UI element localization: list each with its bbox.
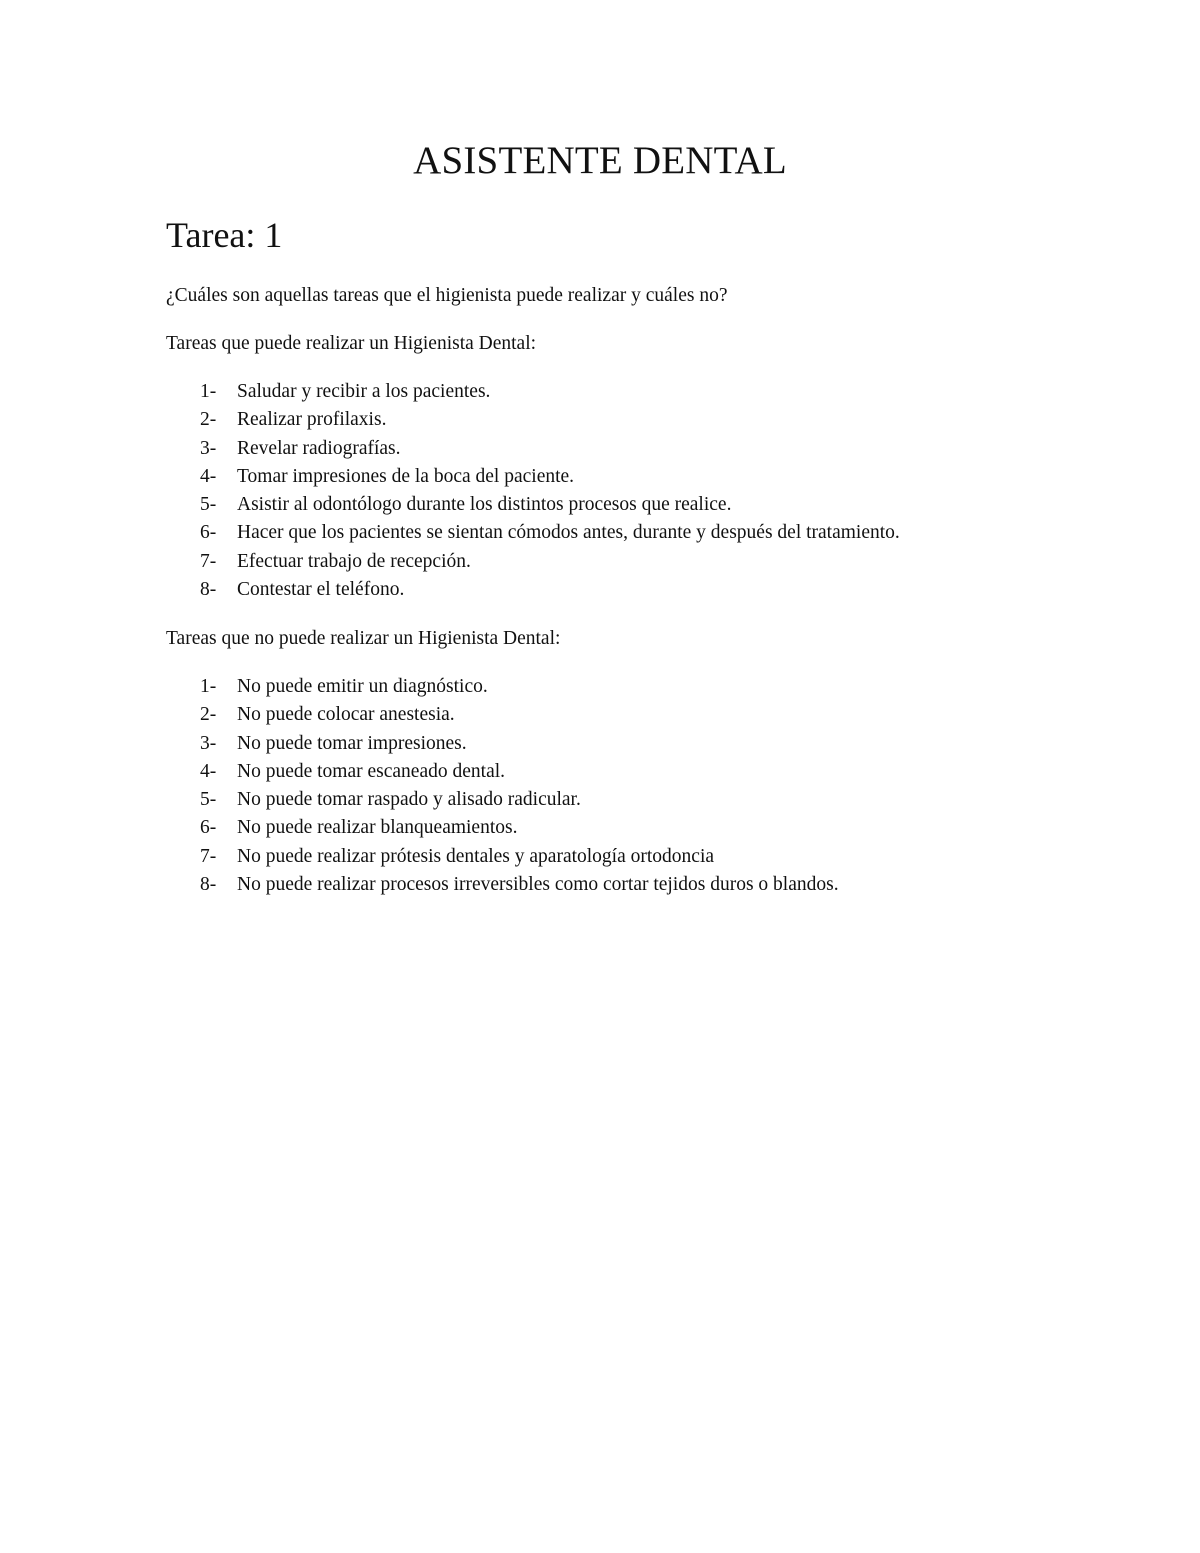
list-item-text: Asistir al odontólogo durante los distintos procesos que realice. xyxy=(237,494,732,516)
list-item-text: No puede tomar impresiones. xyxy=(237,732,467,754)
list-item-text: No puede tomar escaneado dental. xyxy=(237,760,506,782)
list-item-text: Realizar profilaxis. xyxy=(237,409,387,431)
document-title: ASISTENTE DENTAL xyxy=(413,139,787,182)
list-item-text: Saludar y recibir a los pacientes. xyxy=(237,381,491,402)
list-item-number: 4- xyxy=(200,465,217,487)
list-item-text: No puede realizar procesos irreversibles como cortar tejidos duros o blandos. xyxy=(237,874,839,896)
list-item-number: 3- xyxy=(200,437,217,459)
cannot-tasks-heading: Tareas que no puede realizar un Higienista Dental: xyxy=(166,628,561,649)
list-item-text: Tomar impresiones de la boca del paciente. xyxy=(237,465,575,487)
question-text: ¿Cuáles son aquellas tareas que el higienista puede realizar y cuáles no? xyxy=(166,285,728,306)
list-item-number: 8- xyxy=(200,874,217,896)
list-item-text: No puede realizar blanqueamientos. xyxy=(237,817,518,839)
list-item-text: No puede colocar anestesia. xyxy=(237,704,455,726)
list-item-number: 8- xyxy=(200,579,217,601)
list-item-number: 6- xyxy=(200,522,217,544)
list-item-text: Revelar radiografías. xyxy=(237,437,401,459)
list-item-number: 1- xyxy=(200,381,217,402)
list-item-number: 6- xyxy=(200,817,217,839)
list-item-number: 1- xyxy=(200,676,217,697)
list-item-number: 5- xyxy=(200,789,217,811)
list-item-text: Hacer que los pacientes se sientan cómodos antes, durante y después del tratamiento. xyxy=(237,522,900,544)
list-item-number: 7- xyxy=(200,845,217,867)
list-item-number: 5- xyxy=(200,494,217,516)
list-item-number: 2- xyxy=(200,704,217,726)
list-item-text: No puede realizar prótesis dentales y aparatología ortodoncia xyxy=(237,845,715,867)
list-item-text: Contestar el teléfono. xyxy=(237,579,405,601)
list-item-text: No puede emitir un diagnóstico. xyxy=(237,676,488,697)
document-subtitle: Tarea: 1 xyxy=(166,215,283,255)
list-item-number: 4- xyxy=(200,760,217,782)
list-item-number: 7- xyxy=(200,550,217,572)
list-item-number: 2- xyxy=(200,409,217,431)
can-tasks-heading: Tareas que puede realizar un Higienista Dental: xyxy=(166,333,537,354)
list-item-text: No puede tomar raspado y alisado radicular. xyxy=(237,789,581,811)
list-item-number: 3- xyxy=(200,732,217,754)
list-item-text: Efectuar trabajo de recepción. xyxy=(237,550,471,572)
